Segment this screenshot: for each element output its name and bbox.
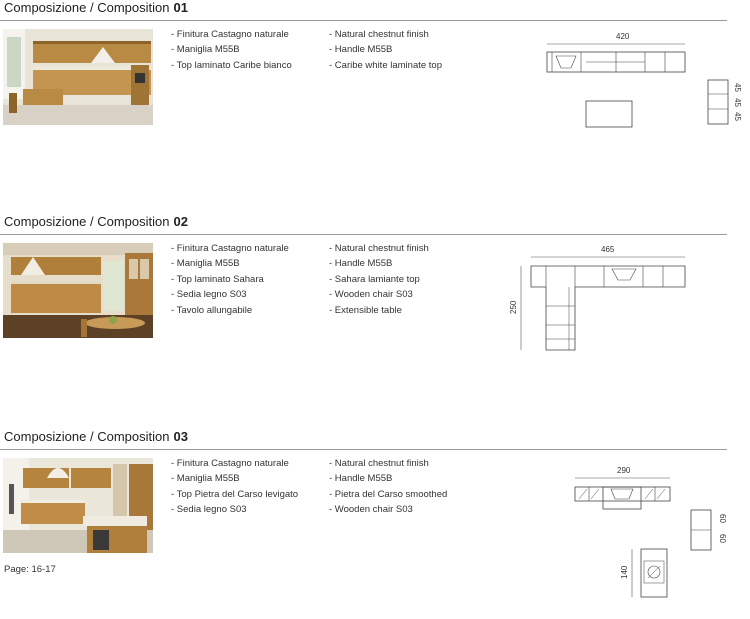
plan-island-label: 140 — [620, 565, 629, 579]
spec-handle-en: - Handle M55B — [329, 44, 393, 56]
spec-top-en: - Sahara lamiante top — [329, 273, 420, 285]
spec-top-it: - Top Pietra del Carso levigato — [171, 488, 299, 500]
section-heading — [4, 0, 188, 15]
section-number: 03 — [173, 429, 188, 444]
spec-finish-en: - Natural chestnut finish — [329, 29, 429, 40]
spec-finish-en: - Natural chestnut finish — [329, 243, 429, 254]
spec-finish-en: - Natural chestnut finish — [329, 458, 429, 469]
floor-plan — [540, 28, 750, 137]
plan-width-label: 290 — [617, 466, 631, 475]
spec-finish-it: - Finitura Castagno naturale — [171, 29, 289, 40]
english-specs — [329, 27, 442, 73]
floor-plan — [565, 461, 745, 606]
section-title: Composizione / Composition — [4, 214, 170, 229]
plan-width-label: 420 — [616, 32, 630, 41]
spec-top-en: - Caribe white laminate top — [329, 59, 442, 71]
section-heading — [4, 214, 188, 229]
spec-table-en: - Extensible table — [329, 304, 402, 316]
italian-specs — [171, 27, 292, 73]
english-specs — [329, 456, 447, 518]
plan-height-label: 250 — [509, 300, 518, 314]
spec-top-it: - Top laminato Sahara — [171, 273, 264, 285]
plan-depth-label-2: 60 — [718, 534, 727, 543]
spec-chair-it: - Sedia legno S03 — [171, 504, 247, 516]
floor-plan — [505, 242, 695, 359]
section-title: Composizione / Composition — [4, 429, 170, 444]
english-specs — [329, 241, 429, 318]
spec-chair-en: - Wooden chair S03 — [329, 504, 413, 516]
plan-width-label: 465 — [601, 245, 615, 254]
spec-finish-it: - Finitura Castagno naturale — [171, 243, 289, 254]
plan-depth-label-1: 60 — [718, 514, 727, 523]
spec-chair-it: - Sedia legno S03 — [171, 289, 247, 301]
kitchen-photo — [3, 458, 153, 553]
spec-handle-it: - Maniglia M55B — [171, 473, 240, 485]
spec-table-it: - Tavolo allungabile — [171, 304, 253, 316]
spec-handle-en: - Handle M55B — [329, 473, 393, 485]
italian-specs — [171, 241, 289, 318]
page-label: Page: 16-17 — [4, 564, 56, 575]
section-number: 01 — [173, 0, 188, 15]
spec-finish-it: - Finitura Castagno naturale — [171, 458, 289, 469]
spec-handle-it: - Maniglia M55B — [171, 258, 240, 270]
spec-chair-en: - Wooden chair S03 — [329, 289, 413, 301]
divider — [0, 20, 727, 21]
section-title: Composizione / Composition — [4, 0, 170, 15]
section-number: 02 — [173, 214, 188, 229]
plan-depth-label-3: 45 — [733, 112, 742, 121]
kitchen-photo — [3, 29, 153, 125]
spec-handle-it: - Maniglia M55B — [171, 44, 240, 56]
plan-depth-label-2: 45 — [733, 98, 742, 107]
spec-handle-en: - Handle M55B — [329, 258, 393, 270]
divider — [0, 234, 727, 235]
divider — [0, 449, 727, 450]
plan-depth-label-1: 45 — [733, 83, 742, 92]
spec-top-it: - Top laminato Caribe bianco — [171, 59, 292, 71]
kitchen-photo — [3, 243, 153, 338]
italian-specs — [171, 456, 298, 518]
section-heading — [4, 429, 188, 444]
spec-top-en: - Pietra del Carso smoothed — [329, 488, 448, 500]
